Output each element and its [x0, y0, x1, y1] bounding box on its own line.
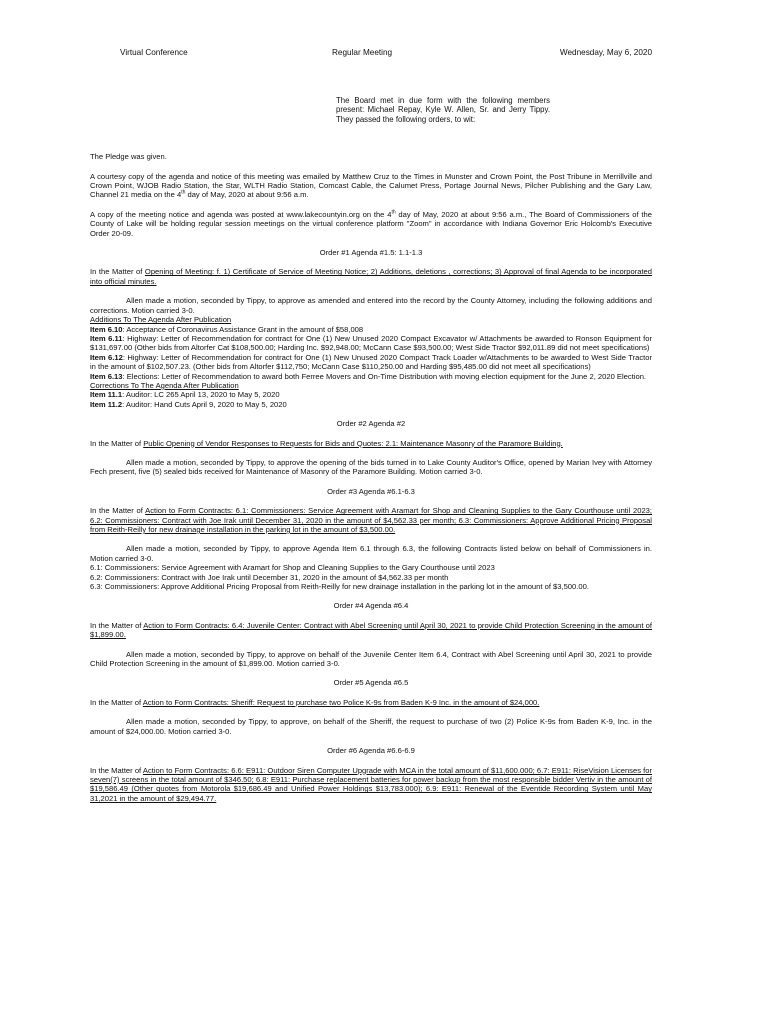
order-heading: Order #5 Agenda #6.5 — [333, 678, 409, 688]
order-motion: Allen made a motion, seconded by Tippy, to approve as amended and entered into the record by the County Attorney, including the following additions and corrections. Motion carried 3-0. — [90, 296, 652, 315]
agenda-item: Item 6.12: Highway: Letter of Recommendation for contract for One (1) New Unused 2020 Compact Track Loader w/Attachments to be awarded to West Side Tractor in the amount of $102,507.23. (Other bids from Altorfer $112,750; McCann Case $110,250.00 and Harding $95,485.00 did not meet all specifications) — [90, 352, 652, 372]
order-matter: In the Matter of Action to Form Contracts: 6.1: Commissioners: Service Agreement with Aramart for Shop and Cleaning Supplies to the Gary Courthouse until 2023; 6.2: Commissioners: Contract with Joe Irak until December 31, 2020 in the amount of $4,562.33 per month; 6.3: Commissioners: Approve Additional Pricing Proposal from Reith-Reilly for new drainage installation in the parking lot in the amount of $3,500.00. — [90, 506, 652, 534]
order-heading: Order #1 Agenda #1.5: 1.1-1.3 — [319, 248, 423, 258]
order-heading: Order #4 Agenda #6.4 — [333, 601, 409, 611]
additions-title: Additions To The Agenda After Publication — [90, 315, 232, 325]
order-motion: Allen made a motion, seconded by Tippy, to approve Agenda Item 6.1 through 6.3, the following Contracts listed below on behalf of Commissioners in. Motion carried 3-0. — [90, 544, 652, 563]
agenda-item: Item 6.13: Elections: Letter of Recommendation to award both Ferree Movers and On-Time Distribution with moving election equipment for the June 2, 2020 Election. — [90, 371, 647, 381]
header-date: Wednesday, May 6, 2020 — [559, 48, 652, 57]
contract-detail: 6.1: Commissioners: Service Agreement with Aramart for Shop and Cleaning Supplies to the Gary Courthouse until 2023 — [90, 563, 495, 573]
roll-call: The Board met in due form with the following members present: Michael Repay, Kyle W. Allen, Sr. and Jerry Tippy. They passed the following orders, to wit: — [336, 96, 550, 124]
minutes-page — [90, 48, 652, 803]
header-left: Virtual Conference — [120, 48, 188, 57]
courtesy-notice: A courtesy copy of the agenda and notice of this meeting was emailed by Matthew Cruz to the Times in Munster and Crown Point, the Post Tribune in Merrillville and Crown Point, WJOB Radio Station, the Star, WLTH Radio Station, Comcast Cable, the Calumet Press, Portage Journal News, Pilcher Publishing and the Gary Law, Channel 21 media on the 4th day of May, 2020 at about 9:56 a.m. — [90, 171, 652, 200]
posting-notice: A copy of the meeting notice and agenda was posted at www.lakecountyin.org on the 4th day of May, 2020 at about 9:56 a.m., The Board of Commissioners of the County of Lake will be holding regular session meetings on the virtual conference platform "Zoom" in accordance with Indiana Governor Eric Holcomb's Executive Order 20-09. — [90, 209, 652, 238]
agenda-item: Item 11.2: Auditor: Hand Cuts April 9, 2020 to May 5, 2020 — [90, 399, 287, 409]
order-motion: Allen made a motion, seconded by Tippy, to approve on behalf of the Juvenile Center Item 6.4, Contract with Abel Screening until April 30, 2021 to provide Child Protection Screening in the amount of $1,899.00. Motion carried 3-0. — [90, 649, 652, 669]
order-heading: Order #6 Agenda #6.6-6.9 — [327, 746, 415, 756]
agenda-item: Item 6.10: Acceptance of Coronavirus Assistance Grant in the amount of $58,008 — [90, 324, 364, 334]
agenda-item: Item 6.11: Highway: Letter of Recommendation for contract for One (1) New Unused 2020 Compact Excavator w/ Attachments be awarded to Ronson Equipment for $131,697.00 (Other bids from Altorfer Cat $108,500.00; Harding Inc. $92,948.00; McCann Case $93,500.00; West Side Tractor $92,011.89 did not meet specifications) — [90, 333, 652, 353]
contract-detail: 6.2: Commissioners: Contract with Joe Irak until December 31, 2020 in the amount of $4,562.33 per month — [90, 572, 449, 582]
order-matter: In the Matter of Action to Form Contracts: Sheriff: Request to purchase two Police K-9s from Baden K-9 Inc. in the amount of $24,000. — [90, 697, 540, 707]
order-matter: In the Matter of Action to Form Contracts: 6.6: E911: Outdoor Siren Computer Upgrade with MCA in the total amount of $11,600.000; 6.7: E911: RiseVision Licenses for seven(7) screens in the total amount of $346.50; 6.8: E911: Purchase replacement batteries for power backup from the most responsible bidder Vertiv in the amount of $19,586.49 (Other quotes from Motorola $19,686.49 and Unified Power Holdings $13,783.000); 6.9: E911: Renewal of the Eventide Recording System until May 31,2021 in the amount of $29,494.77. — [90, 765, 653, 803]
agenda-item: Item 11.1: Auditor: LC 265 April 13, 2020 to May 5, 2020 — [90, 390, 280, 400]
order-matter: In the Matter of Opening of Meeting: f. 1) Certificate of Service of Meeting Notice; 2) Additions, deletions , corrections; 3) Approval of final Agenda to be incorporated into official minutes. — [90, 267, 653, 286]
order-motion: Allen made a motion, seconded by Tippy, to approve, on behalf of the Sheriff, the request to purchase of two (2) Police K-9s from Baden K-9, Inc. in the amount of $24,000.00. Motion carried 3-0. — [90, 717, 652, 736]
order-matter: In the Matter of Public Opening of Vendor Responses to Requests for Bids and Quotes: 2.1: Maintenance Masonry of the Paramore Building. — [90, 438, 563, 448]
order-motion: Allen made a motion, seconded by Tippy, to approve the opening of the bids turned in to Lake County Auditor's Office, opened by Marian Ivey with Attorney Fech present, five (5) sealed bids received for Maintenance of Masonry of the Paramore Building. Motion carried 3-0. — [90, 457, 652, 477]
pledge-text: The Pledge was given. — [90, 152, 167, 162]
order-matter: In the Matter of Action to Form Contracts: 6.4: Juvenile Center: Contract with Abel Screening until April 30, 2021 to provide Child Protection Screening in the amount of $1,899.00. — [90, 620, 652, 640]
order-heading: Order #2 Agenda #2 — [336, 419, 406, 429]
header-center: Regular Meeting — [332, 48, 393, 57]
corrections-title: Corrections To The Agenda After Publication — [90, 380, 239, 390]
order-heading: Order #3 Agenda #6.1-6.3 — [327, 486, 415, 496]
contract-detail: 6.3: Commissioners: Approve Additional Pricing Proposal from Reith-Reilly for new drainage installation in the parking lot in the amount of $3,500.00. — [90, 582, 589, 592]
page-header — [90, 48, 652, 60]
